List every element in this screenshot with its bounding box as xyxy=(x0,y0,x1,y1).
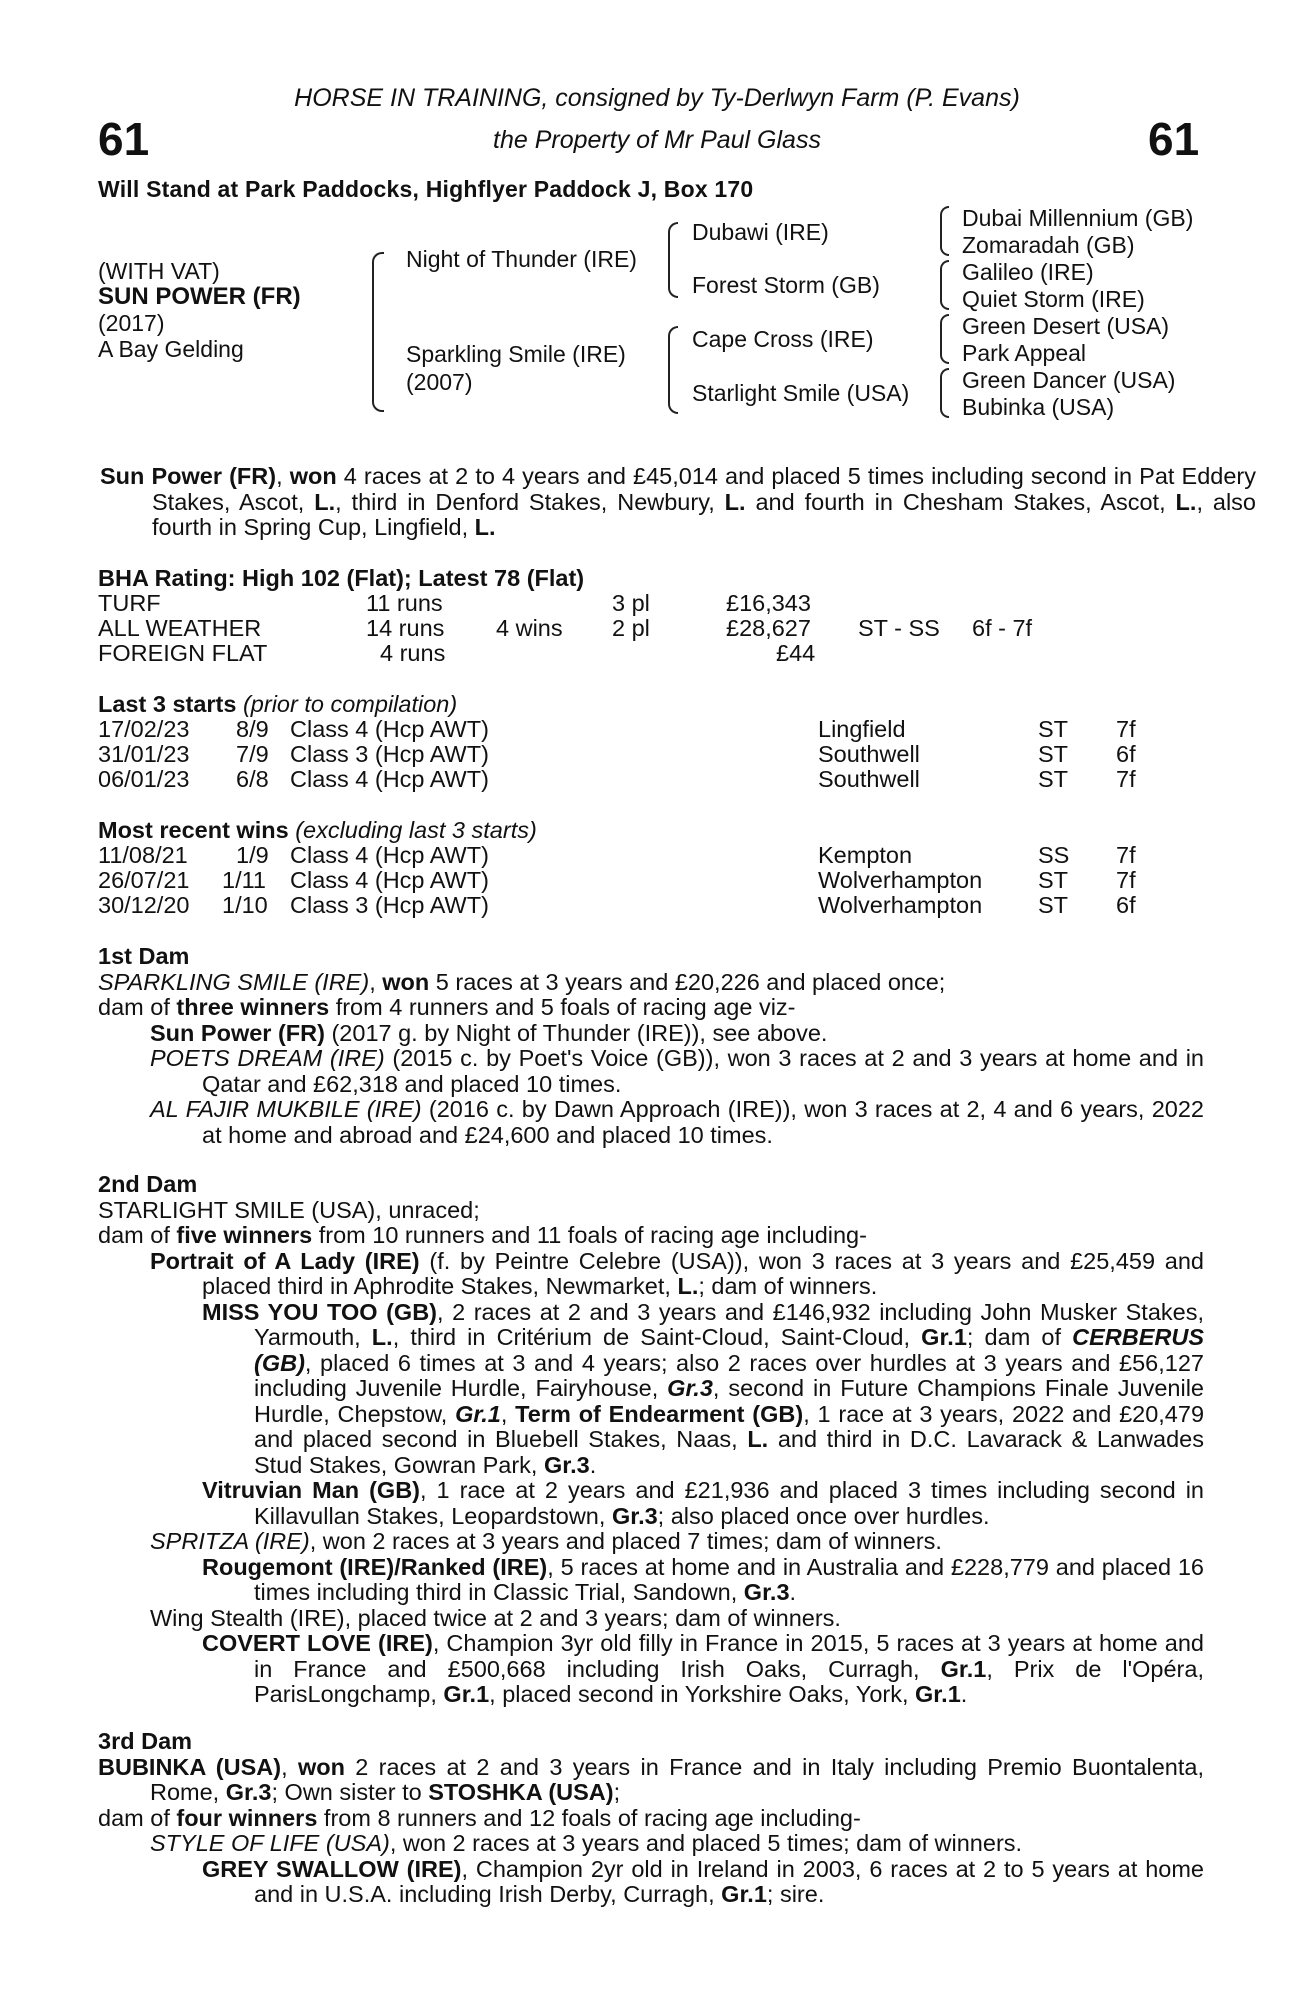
stand-location: Will Stand at Park Paddocks, Highflyer Paddock J, Box 170 xyxy=(98,176,754,202)
win-position: 1/11 xyxy=(222,867,266,893)
first-dam-won: won xyxy=(382,968,430,995)
horse-name: SUN POWER (FR) xyxy=(98,283,301,310)
progeny-spritza: SPRITZA (IRE), won 2 races at 3 years and placed 7 times; dam of winners. xyxy=(150,1528,942,1554)
start-course: Lingfield xyxy=(818,716,906,742)
start-class: Class 4 (Hcp AWT) xyxy=(290,716,489,742)
progeny-name: SPRITZA (IRE) xyxy=(150,1528,310,1554)
rating-placed: 2 pl xyxy=(612,615,650,641)
dam-year: (2007) xyxy=(406,369,473,395)
win-date: 11/08/21 xyxy=(98,842,188,868)
listed-mark: L. xyxy=(314,488,336,515)
winners-count: three winners xyxy=(176,994,330,1020)
second-dam-produce: dam of five winners from 10 runners and 11 foals of racing age including- xyxy=(98,1222,867,1248)
rating-runs: 14 runs xyxy=(366,615,445,641)
win-distance: 7f xyxy=(1116,867,1136,893)
start-going: ST xyxy=(1038,716,1069,742)
progeny-name: CERBERUS (GB) xyxy=(254,1324,1205,1376)
first-dam-text: 5 races at 3 years and £20,226 and placed once; xyxy=(429,968,946,995)
pedigree-bracket-g2 xyxy=(940,260,949,310)
rating-wins: 4 wins xyxy=(496,615,563,641)
win-going: SS xyxy=(1038,842,1070,868)
property-line: the Property of Mr Paul Glass xyxy=(493,126,821,154)
first-dam-line: SPARKLING SMILE (IRE), won 5 races at 3 years and £20,226 and placed once; xyxy=(98,968,946,995)
summary-text4: , also fourth in Spring Cup, Lingfield, xyxy=(152,488,1256,540)
g-galileo: Galileo (IRE) xyxy=(962,259,1094,285)
win-date: 26/07/21 xyxy=(98,867,190,893)
rating-runs: 4 runs xyxy=(380,640,446,666)
race-summary: Sun Power (FR), won 4 races at 2 to 4 years and £45,014 and placed 5 times including second in Pat Eddery Stakes, Ascot, L., third in Denford Stakes, Newbury, L. and fourth in Chesham Stakes, Ascot, L., also fourth in Spring Cup, Lingfield, L. xyxy=(100,463,1256,540)
start-date: 31/01/23 xyxy=(98,741,190,767)
win-distance: 6f xyxy=(1116,892,1136,918)
start-class: Class 3 (Hcp AWT) xyxy=(290,741,489,767)
lot-number-left: 61 xyxy=(98,113,150,165)
rating-surface: TURF xyxy=(98,590,161,616)
g-dubai-millennium: Dubai Millennium (GB) xyxy=(962,205,1194,231)
pedigree-bracket-main xyxy=(372,252,384,412)
winners-count: five winners xyxy=(176,1222,313,1248)
progeny-name: Portrait of A Lady (IRE) xyxy=(150,1247,420,1274)
g-green-dancer: Green Dancer (USA) xyxy=(962,367,1176,393)
start-date: 06/01/23 xyxy=(98,766,190,792)
listed-mark: L. xyxy=(474,514,496,540)
first-dam-title: 1st Dam xyxy=(98,943,190,969)
rating-money: £28,627 xyxy=(726,615,811,641)
win-position: 1/10 xyxy=(222,892,268,918)
rating-surface: FOREIGN FLAT xyxy=(98,640,268,666)
rating-going: ST - SS xyxy=(858,615,940,641)
dam: Sparkling Smile (IRE) xyxy=(406,341,626,367)
start-course: Southwell xyxy=(818,766,920,792)
rating-runs: 11 runs xyxy=(366,590,443,616)
second-dam-section xyxy=(98,1172,1204,1708)
dam-dam: Starlight Smile (USA) xyxy=(692,380,910,406)
progeny-name: Vitruvian Man (GB) xyxy=(202,1477,421,1503)
win-course: Wolverhampton xyxy=(818,892,983,918)
pedigree-bracket-g1 xyxy=(940,206,949,256)
sire: Night of Thunder (IRE) xyxy=(406,246,637,272)
third-dam-name: BUBINKA (USA) xyxy=(98,1753,282,1780)
rating-money: £16,343 xyxy=(726,590,811,616)
progeny-name: Rougemont (IRE)/Ranked (IRE) xyxy=(202,1553,548,1580)
progeny-vitruvian-man: Vitruvian Man (GB), 1 race at 2 years and £21,936 and placed 3 times including second in Killavullan Stakes, Leopardstown, Gr.3; also placed once over hurdles. xyxy=(202,1477,1204,1529)
progeny-rougemont: Rougemont (IRE)/Ranked (IRE), 5 races at home and in Australia and £228,779 and placed 16 times including third in Classic Trial, Sandown, Gr.3. xyxy=(202,1553,1204,1605)
second-dam-line: STARLIGHT SMILE (USA), unraced; xyxy=(98,1196,480,1223)
summary-name: Sun Power (FR) xyxy=(100,463,277,489)
g-zomaradah: Zomaradah (GB) xyxy=(962,232,1135,258)
progeny-al-fajir: AL FAJIR MUKBILE (IRE) (2016 c. by Dawn Approach (IRE)), won 3 races at 2, 4 and 6 years, 2022 at home and abroad and £24,600 and placed 10 times. xyxy=(150,1096,1204,1148)
progeny-name: MISS YOU TOO (GB) xyxy=(202,1298,437,1325)
start-distance: 7f xyxy=(1116,716,1136,742)
win-going: ST xyxy=(1038,867,1069,893)
win-class: Class 3 (Hcp AWT) xyxy=(290,892,489,918)
rating-surface: ALL WEATHER xyxy=(98,615,262,641)
start-date: 17/02/23 xyxy=(98,716,190,742)
sire-sire: Dubawi (IRE) xyxy=(692,219,829,245)
pedigree-bracket-dam xyxy=(668,326,678,414)
start-position: 8/9 xyxy=(236,716,269,742)
g-bubinka: Bubinka (USA) xyxy=(962,394,1115,420)
recent-note: (excluding last 3 starts) xyxy=(295,817,537,843)
progeny-name: GREY SWALLOW (IRE) xyxy=(202,1855,462,1882)
second-dam-title: 2nd Dam xyxy=(98,1171,198,1197)
start-distance: 7f xyxy=(1116,766,1136,792)
win-distance: 7f xyxy=(1116,842,1136,868)
start-position: 7/9 xyxy=(236,741,269,767)
horse-year: (2017) xyxy=(98,310,165,336)
listed-mark: L. xyxy=(1175,488,1197,515)
win-position: 1/9 xyxy=(236,842,269,868)
pedigree-bracket-sire xyxy=(668,222,678,298)
start-position: 6/8 xyxy=(236,766,269,792)
progeny-style-of-life: STYLE OF LIFE (USA), won 2 races at 3 years and placed 5 times; dam of winners. xyxy=(150,1830,1023,1856)
win-class: Class 4 (Hcp AWT) xyxy=(290,842,489,868)
progeny-wing-stealth: Wing Stealth (IRE), placed twice at 2 and 3 years; dam of winners. xyxy=(150,1604,841,1631)
horse-description: A Bay Gelding xyxy=(98,336,244,362)
sire-dam: Forest Storm (GB) xyxy=(692,272,880,298)
first-dam-section xyxy=(98,944,1204,1148)
g-park-appeal: Park Appeal xyxy=(962,340,1087,366)
last3-note: (prior to compilation) xyxy=(242,691,458,717)
rating-placed: 3 pl xyxy=(612,590,650,616)
winners-count: four winners xyxy=(176,1804,318,1831)
first-dam-name: SPARKLING SMILE (IRE) xyxy=(98,968,370,995)
first-dam-produce: dam of three winners from 4 runners and 5 foals of racing age viz- xyxy=(98,994,796,1020)
rating-money: £44 xyxy=(776,640,816,666)
win-date: 30/12/20 xyxy=(98,892,190,918)
vat-note: (WITH VAT) xyxy=(98,258,220,284)
start-class: Class 4 (Hcp AWT) xyxy=(290,766,489,792)
consignor-line: HORSE IN TRAINING, consigned by Ty-Derlwyn Farm (P. Evans) xyxy=(294,84,1020,112)
rating-distance: 6f - 7f xyxy=(972,615,1033,641)
progeny-miss-you-too: MISS YOU TOO (GB), 2 races at 2 and 3 years and £146,932 including John Musker Stakes, Yarmouth, L., third in Critérium de Saint-Cloud, Saint-Cloud, Gr.1; dam of CERBERUS (GB), placed 6 times at 3 and 4 years; also 2 races over hurdles at 3 years and £56,127 including Juvenile Hurdle, Fairyhouse, Gr.3, second in Future Champions Finale Juvenile Hurdle, Chepstow, Gr.1, Term of Endearment (GB), 1 race at 3 years, 2022 and £20,479 and placed second in Bluebell Stakes, Naas, L. and third in D.C. Lavarack & Lanwades Stud Stakes, Gowran Park, Gr.3. xyxy=(202,1298,1205,1478)
summary-text3: and fourth in Chesham Stakes, Ascot, xyxy=(745,488,1176,515)
rating-title: BHA Rating: High 102 (Flat); Latest 78 (Flat) xyxy=(98,565,585,591)
progeny-name: COVERT LOVE (IRE) xyxy=(202,1630,433,1656)
start-distance: 6f xyxy=(1116,741,1136,767)
horse-info xyxy=(98,258,301,362)
start-going: ST xyxy=(1038,766,1069,792)
progeny-name: AL FAJIR MUKBILE (IRE) xyxy=(150,1096,422,1122)
win-going: ST xyxy=(1038,892,1069,918)
recent-heading xyxy=(98,818,537,843)
third-dam-produce: dam of four winners from 8 runners and 12 foals of racing age including- xyxy=(98,1804,861,1831)
lot-number-right: 61 xyxy=(1148,113,1200,165)
start-course: Southwell xyxy=(818,741,920,767)
win-course: Kempton xyxy=(818,842,913,868)
g-green-desert: Green Desert (USA) xyxy=(962,313,1170,339)
sister-name: STOSHKA (USA) xyxy=(428,1779,614,1805)
progeny-portrait-of-a-lady: Portrait of A Lady (IRE) (f. by Peintre Celebre (USA)), won 3 races at 3 years and £25,459 and placed third in Aphrodite Stakes, Newmarket, L.; dam of winners. xyxy=(150,1247,1204,1299)
summary-text2: , third in Denford Stakes, Newbury, xyxy=(335,488,725,515)
summary-text1: 4 races at 2 to 4 years and £45,014 and placed 5 times including second in Pat Eddery Stakes, Ascot, xyxy=(152,463,1256,515)
progeny-name: Term of Endearment (GB) xyxy=(515,1400,804,1427)
progeny-sun-power: Sun Power (FR) (2017 g. by Night of Thunder (IRE)), see above. xyxy=(150,1019,828,1046)
progeny-name: STYLE OF LIFE (USA) xyxy=(150,1830,390,1856)
pedigree-bracket-g3 xyxy=(940,314,949,364)
pedigree-bracket-g4 xyxy=(940,368,949,418)
third-dam-title: 3rd Dam xyxy=(98,1728,193,1754)
progeny-covert-love: COVERT LOVE (IRE), Champion 3yr old filly in France in 2015, 5 races at 3 years at home and in France and £500,668 including Irish Oaks, Curragh, Gr.1, Prix de l'Opéra, ParisLongchamp, Gr.1, placed second in Yorkshire Oaks, York, Gr.1. xyxy=(202,1630,1205,1707)
recent-title: Most recent wins xyxy=(98,817,289,843)
win-course: Wolverhampton xyxy=(818,867,983,893)
start-going: ST xyxy=(1038,741,1069,767)
last3-heading xyxy=(98,692,457,717)
progeny-name: Sun Power (FR) xyxy=(150,1019,325,1046)
summary-won: won xyxy=(289,463,337,489)
progeny-grey-swallow: GREY SWALLOW (IRE), Champion 2yr old in Ireland in 2003, 6 races at 2 to 5 years at home and in U.S.A. including Irish Derby, Curragh, Gr.1; sire. xyxy=(202,1855,1205,1907)
progeny-poets-dream: POETS DREAM (IRE) (2015 c. by Poet's Voice (GB)), won 3 races at 2 and 3 years at home and in Qatar and £62,318 and placed 10 times. xyxy=(150,1045,1204,1097)
dam-sire: Cape Cross (IRE) xyxy=(692,326,874,352)
g-quiet-storm: Quiet Storm (IRE) xyxy=(962,286,1145,312)
third-dam-section xyxy=(98,1729,1204,1908)
win-class: Class 4 (Hcp AWT) xyxy=(290,867,489,893)
listed-mark: L. xyxy=(724,488,746,515)
progeny-name: POETS DREAM (IRE) xyxy=(150,1045,385,1071)
third-dam-line: BUBINKA (USA), won 2 races at 2 and 3 years in France and in Italy including Premio Buontalenta, Rome, Gr.3; Own sister to STOSHKA (USA); xyxy=(98,1753,1204,1805)
last3-title: Last 3 starts xyxy=(98,691,237,717)
